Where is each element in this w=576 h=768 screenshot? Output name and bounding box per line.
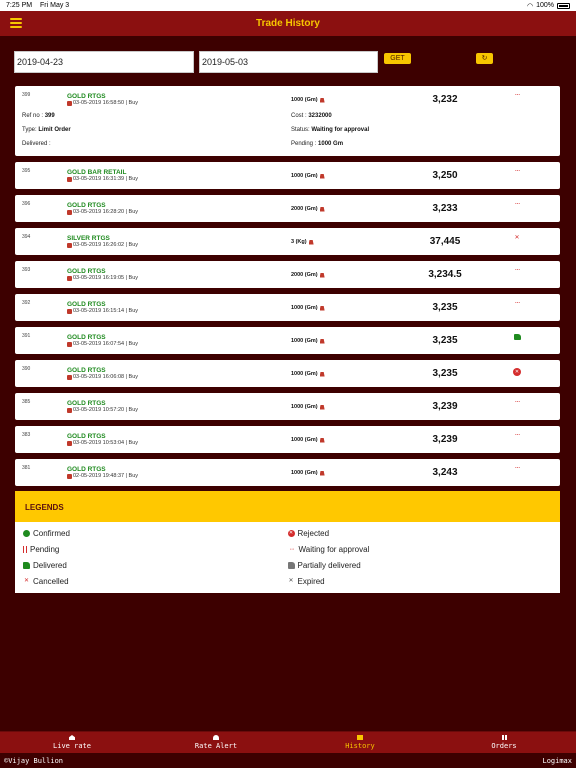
trade-id: 395	[22, 168, 31, 174]
calendar-icon	[67, 441, 72, 446]
refresh-button[interactable]: ↻	[476, 53, 493, 64]
trade-product: GOLD RTGS	[67, 466, 106, 473]
trade-price: 3,232	[432, 94, 458, 105]
trade-row[interactable]	[15, 261, 560, 288]
tab-live-rate-label: Live rate	[53, 742, 91, 750]
trade-qty	[291, 173, 325, 179]
nav-bar	[0, 11, 576, 36]
trade-price: 3,250	[432, 170, 458, 181]
trade-qty	[291, 404, 325, 410]
trade-qty	[291, 239, 314, 245]
trade-price: 37,445	[429, 236, 461, 247]
trade-id: 390	[22, 366, 31, 372]
ref-value: 399	[44, 113, 55, 119]
trade-id: 392	[22, 300, 31, 306]
trade-row[interactable]	[15, 162, 560, 189]
thumbs-up-icon[interactable]	[511, 333, 523, 343]
trade-datetime: 03-05-2019 16:15:14 | Buy	[73, 308, 139, 314]
delivered-label: Delivered :	[22, 141, 51, 147]
trade-qty	[291, 97, 325, 103]
weight-icon	[320, 372, 325, 377]
trade-qty	[291, 272, 325, 278]
trade-meta	[67, 473, 138, 479]
weight-icon	[320, 438, 325, 443]
pending-icon	[23, 546, 27, 553]
trade-price: 3,235	[432, 302, 458, 313]
trade-row[interactable]	[15, 426, 560, 453]
legend-waiting	[288, 542, 553, 556]
legend-expired	[288, 574, 553, 588]
trade-price: 3,233	[432, 203, 458, 214]
trade-id: 383	[22, 432, 31, 438]
weight-icon	[320, 174, 325, 179]
battery-icon	[557, 3, 570, 9]
legend-pending	[23, 542, 288, 556]
trade-product: GOLD RTGS	[67, 202, 106, 209]
waiting-status-icon[interactable]: ···	[514, 166, 520, 175]
wifi-icon: ◠	[526, 2, 534, 10]
trade-datetime: 03-05-2019 10:57:20 | Buy	[73, 407, 139, 413]
page-title: Trade History	[256, 18, 320, 29]
legends-title: LEGENDS	[15, 491, 560, 522]
trade-datetime: 02-05-2019 19:48:37 | Buy	[73, 473, 139, 479]
weight-icon	[320, 405, 325, 410]
trade-id: 399	[22, 92, 31, 98]
trade-datetime: 03-05-2019 16:58:50 | Buy	[73, 100, 139, 106]
trade-product: GOLD RTGS	[67, 334, 106, 341]
weight-icon	[320, 207, 325, 212]
trade-qty-value: 2000 (Gm)	[291, 272, 318, 278]
legend-partial	[288, 558, 553, 572]
trade-datetime: 03-05-2019 10:53:04 | Buy	[73, 440, 139, 446]
trade-qty-value: 1000 (Gm)	[291, 404, 318, 410]
trade-qty-value: 1000 (Gm)	[291, 470, 318, 476]
legend-rejected-label: Rejected	[297, 528, 330, 538]
trade-datetime: 03-05-2019 16:28:20 | Buy	[73, 209, 139, 215]
trade-price: 3,234.5	[428, 269, 462, 280]
trade-meta	[67, 209, 138, 215]
legend-confirmed	[23, 526, 288, 540]
trade-card-expanded[interactable]	[15, 86, 560, 156]
ref-no	[22, 113, 55, 119]
calendar-icon	[67, 243, 72, 248]
status-bar	[0, 0, 576, 11]
thumbs-up-grey-icon	[288, 562, 295, 569]
tab-rate-alert-label: Rate Alert	[194, 742, 238, 750]
legend-delivered-label: Delivered	[33, 560, 67, 570]
trade-meta	[67, 341, 138, 347]
tab-history[interactable]	[288, 732, 432, 753]
trade-datetime: 03-05-2019 16:07:54 | Buy	[73, 341, 139, 347]
trade-row[interactable]	[15, 294, 560, 321]
waiting-status-icon[interactable]: ···	[514, 265, 520, 274]
thumbs-up-icon	[23, 562, 30, 569]
trade-row[interactable]	[15, 195, 560, 222]
trade-meta	[67, 407, 138, 413]
tab-orders-label: Orders	[491, 742, 517, 750]
trade-qty-value: 1000 (Gm)	[291, 305, 318, 311]
trade-meta	[67, 440, 138, 446]
status-label: Status:	[291, 127, 312, 133]
legend-cancelled	[23, 574, 288, 588]
weight-icon	[320, 339, 325, 344]
trade-qty	[291, 470, 325, 476]
trade-price: 3,235	[432, 335, 458, 346]
trade-qty	[291, 371, 325, 377]
trade-meta	[67, 242, 138, 248]
trade-qty	[291, 206, 325, 212]
trade-datetime: 03-05-2019 16:06:08 | Buy	[73, 374, 139, 380]
home-icon	[69, 735, 75, 740]
trade-product: GOLD RTGS	[67, 433, 106, 440]
date-filter	[14, 51, 564, 73]
weight-icon	[320, 273, 325, 278]
get-button[interactable]: GET	[384, 53, 411, 64]
weight-icon	[320, 471, 325, 476]
pending-value: 1000 Gm	[318, 141, 344, 147]
calendar-icon	[67, 375, 72, 380]
legend-partial-label: Partially delivered	[297, 560, 361, 570]
type-value: Limit Order	[38, 127, 71, 133]
ref-label: Ref no :	[22, 113, 45, 119]
status-time: 7:25 PM	[6, 2, 33, 9]
calendar-icon	[67, 101, 72, 106]
cancelled-status-icon[interactable]: ✕	[514, 235, 520, 241]
trade-product: GOLD RTGS	[67, 268, 106, 275]
delivered	[22, 141, 51, 147]
trade-product: GOLD RTGS	[67, 301, 106, 308]
legend-cancelled-label: Cancelled	[33, 576, 69, 586]
tab-live-rate[interactable]	[0, 732, 144, 753]
cancelled-icon: ✕	[23, 577, 30, 584]
history-icon	[357, 735, 363, 740]
trade-qty-value: 1000 (Gm)	[291, 371, 318, 377]
trade-id: 391	[22, 333, 31, 339]
tab-orders[interactable]	[432, 732, 576, 753]
legends-panel	[15, 491, 560, 593]
rejected-status-icon[interactable]	[511, 366, 523, 376]
legend-rejected	[288, 526, 553, 540]
trade-qty-value: 3 (Kg)	[291, 239, 307, 245]
trade-qty-value: 2000 (Gm)	[291, 206, 318, 212]
legend-waiting-label: Waiting for approval	[298, 544, 370, 554]
calendar-icon	[67, 210, 72, 215]
trade-id: 393	[22, 267, 31, 273]
trade-row[interactable]	[15, 459, 560, 486]
trade-meta	[67, 100, 138, 106]
tab-history-label: History	[345, 742, 375, 750]
status-value: Waiting for approval	[311, 127, 370, 133]
trade-qty-value: 1000 (Gm)	[291, 97, 318, 103]
trade-qty	[291, 437, 325, 443]
waiting-status-icon[interactable]: ···	[514, 298, 520, 307]
to-date-input[interactable]	[199, 51, 378, 73]
trade-product: GOLD BAR RETAIL	[67, 169, 127, 176]
type-label: Type:	[22, 127, 39, 133]
waiting-status-icon[interactable]: ···	[514, 397, 520, 406]
legend-expired-label: Expired	[297, 576, 325, 586]
calendar-icon	[67, 276, 72, 281]
hamburger-menu-icon[interactable]	[10, 18, 22, 28]
trade-price: 3,239	[432, 434, 458, 445]
orders-icon	[502, 735, 507, 740]
pending	[291, 141, 343, 147]
waiting-status-icon[interactable]: ···	[514, 90, 520, 99]
footer-copyright: ©Vijay Bullion	[4, 757, 64, 765]
calendar-icon	[67, 474, 72, 479]
trade-product: GOLD RTGS	[67, 367, 106, 374]
legend-pending-label: Pending	[30, 544, 60, 554]
cost-value: 3232000	[308, 113, 332, 119]
trade-qty	[291, 338, 325, 344]
weight-icon	[309, 240, 314, 245]
trade-row[interactable]	[15, 327, 560, 354]
confirmed-icon	[23, 530, 30, 537]
trade-id: 385	[22, 399, 31, 405]
expired-icon: ✕	[288, 577, 294, 584]
calendar-icon	[67, 408, 72, 413]
footer-brand: Logimax	[542, 757, 572, 765]
battery-percent: 100%	[536, 2, 554, 9]
waiting-status-icon[interactable]: ···	[514, 430, 520, 439]
order-status	[291, 127, 369, 133]
trade-datetime: 03-05-2019 16:26:02 | Buy	[73, 242, 139, 248]
legend-confirmed-label: Confirmed	[33, 528, 70, 538]
trade-datetime: 03-05-2019 16:19:05 | Buy	[73, 275, 139, 281]
cost	[291, 113, 332, 119]
trade-price: 3,239	[432, 401, 458, 412]
trade-qty-value: 1000 (Gm)	[291, 338, 318, 344]
trade-meta	[67, 275, 138, 281]
trade-qty	[291, 305, 325, 311]
trade-id: 381	[22, 465, 31, 471]
trade-id: 394	[22, 234, 31, 240]
weight-icon	[320, 98, 325, 103]
trade-price: 3,243	[432, 467, 458, 478]
cost-label: Cost :	[291, 113, 309, 119]
trade-row[interactable]	[15, 228, 560, 255]
from-date-input[interactable]	[14, 51, 194, 73]
trade-row[interactable]	[15, 360, 560, 387]
trade-qty-value: 1000 (Gm)	[291, 173, 318, 179]
legend-delivered	[23, 558, 288, 572]
trade-product: GOLD RTGS	[67, 93, 106, 100]
calendar-icon	[67, 177, 72, 182]
trade-row[interactable]	[15, 393, 560, 420]
tab-rate-alert[interactable]	[144, 732, 288, 753]
trade-qty-value: 1000 (Gm)	[291, 437, 318, 443]
footer	[0, 754, 576, 768]
waiting-status-icon[interactable]: ···	[514, 463, 520, 472]
order-type	[22, 127, 71, 133]
calendar-icon	[67, 309, 72, 314]
waiting-status-icon[interactable]: ···	[514, 199, 520, 208]
pending-label: Pending :	[291, 141, 319, 147]
trade-product: SILVER RTGS	[67, 235, 110, 242]
trade-price: 3,235	[432, 368, 458, 379]
tab-bar	[0, 731, 576, 753]
calendar-icon	[67, 342, 72, 347]
trade-meta	[67, 308, 138, 314]
trade-meta	[67, 374, 138, 380]
trade-datetime: 03-05-2019 16:31:39 | Buy	[73, 176, 139, 182]
trade-product: GOLD RTGS	[67, 400, 106, 407]
trade-id: 396	[22, 201, 31, 207]
trade-meta	[67, 176, 138, 182]
bell-icon	[213, 735, 219, 740]
status-date: Fri May 3	[40, 2, 70, 9]
rejected-icon: ✕	[288, 529, 294, 536]
weight-icon	[320, 306, 325, 311]
waiting-icon: ···	[289, 545, 294, 553]
